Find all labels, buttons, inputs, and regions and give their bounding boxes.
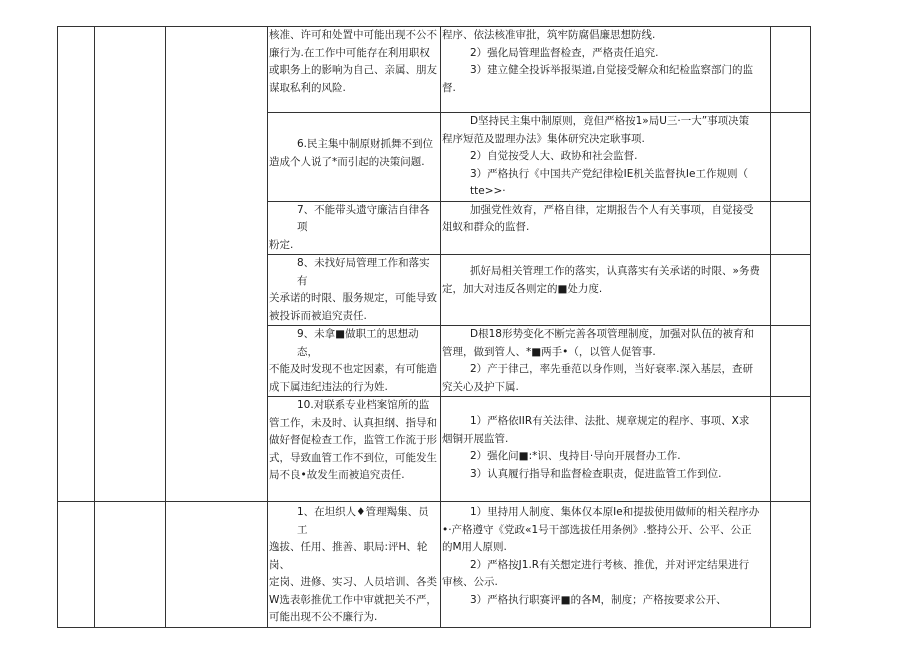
risk-line: 9、未拿■做职工的思想动态， <box>297 328 419 358</box>
risk-point-cell <box>268 255 441 326</box>
measure-line: 俎蚁和群众的监督. <box>442 221 530 233</box>
measure-line: 督. <box>442 81 456 94</box>
risk-line: 可能出现不公不廉行为. <box>269 611 378 623</box>
risk-line: 谋取私利的风险. <box>269 81 346 94</box>
cell-blank-col2 <box>95 502 166 628</box>
risk-line: 粉定. <box>269 238 294 251</box>
measure-line: 2）自觉按受人大、政协和社会监督. <box>470 150 638 162</box>
risk-point-cell <box>268 397 441 502</box>
measure-line: 程序短范及盟理办法》集体研究决定耿事项. <box>442 132 645 145</box>
measure-line: 1）严格依IIR有关法律、法批、规章规定的程序、事项、X求 <box>470 415 750 427</box>
measure-line: 抓好局相关管理工作的落实，认真落实有关承诺的时限、»务费 <box>470 265 760 277</box>
cell-blank-col6 <box>771 326 811 397</box>
risk-line: 定岗、进修、实习、人员培训、各类 <box>269 576 437 588</box>
risk-line: 关承诺的时限、服务规定，可能导致 <box>269 292 437 304</box>
cell-blank-col6 <box>771 397 811 502</box>
risk-point-cell <box>268 502 441 628</box>
risk-point-cell <box>268 27 441 113</box>
risk-line: 廉行为.在工作中可能存在利用职权 <box>269 46 430 59</box>
risk-line: 10.对联系专业档案馆所的监 <box>297 399 430 411</box>
table-row <box>58 27 811 113</box>
measure-line: 2）严格按J1.R有关想定进行考核、推优，并对评定结果进行 <box>470 558 750 571</box>
risk-line: 8、未找好局管理工作和落实有 <box>297 257 430 287</box>
risk-line: 局不良•故发生而被追究责任. <box>269 469 405 481</box>
risk-point-cell <box>268 113 441 202</box>
measure-line: D根18形势变化不断完善各项管理制度，加强对队伍的被育和 <box>470 328 754 340</box>
measures-cell <box>441 326 771 397</box>
measure-line: 3）认真履行指导和监督检查职责，促进监管工作到位. <box>470 467 722 480</box>
measures-cell <box>441 255 771 326</box>
measure-line: D坚持民主集中制原则，竟但严格按1»局U三·一大”事项决策 <box>470 115 750 127</box>
risk-line: 做好督促检查工作，监管工作流于形 <box>269 434 437 446</box>
measure-line: 程序、依法核准审批，筑牢防腐倡廉思想防线. <box>442 29 656 41</box>
measure-line: 2）产于律己，率先垂范以身作则，当好衰率.深入基层，查研 <box>470 363 754 375</box>
cell-blank-col6 <box>771 113 811 202</box>
measures-cell <box>441 113 771 202</box>
measure-line: 定，加大对违反各则定的■处力度. <box>442 282 603 295</box>
measure-line: 究关心及护下属. <box>442 380 519 393</box>
risk-line: 式，导致血管工作不到位，可能发生 <box>269 451 437 464</box>
risk-control-table <box>57 26 811 628</box>
measure-line: 1）里持用人制度、集体仅本原Ie和提拔使用做师的相关程序办 <box>470 506 760 518</box>
cell-blank-col3 <box>166 27 268 502</box>
measures-cell <box>441 27 771 113</box>
measure-line: 加强党性效育，严格自律，定期报告个人有关事项，自觉接受 <box>470 203 754 216</box>
measures-cell <box>441 201 771 255</box>
risk-line: 1、在坦织人♦管理羯集、员工 <box>297 506 429 536</box>
risk-line: 逸拔、任用、推善、职局:评H、轮岗、 <box>269 541 428 571</box>
risk-line: 核准、许可和处置中可能出现不公不 <box>269 29 437 41</box>
cell-blank-col1 <box>58 502 95 628</box>
measure-line: 管理，做到管人、*■两手•（，以管人促管事. <box>442 345 656 358</box>
risk-line: 7、不能带头遗守廉洁自律各项 <box>297 203 430 233</box>
measure-line: 3）严格执行职赛评■的各M，制度；产格按要求公开、 <box>470 593 727 606</box>
measure-line: tte>>· <box>470 185 506 197</box>
measure-line: 3）建立健全投诉举报渠道,自觉接受解众和纪检监察部门的监 <box>470 64 754 76</box>
cell-blank-col1 <box>58 27 95 502</box>
risk-line: 被投诉而被追究责任. <box>269 309 367 322</box>
cell-blank-col6 <box>771 201 811 255</box>
measure-line: 2）强化问■:*识、曳持目·导向开展督办工作. <box>470 450 681 462</box>
measures-cell <box>441 502 771 628</box>
risk-point-cell <box>268 326 441 397</box>
risk-line: W选表彰推优工作中审就把关不严， <box>269 593 437 606</box>
risk-point-cell <box>268 201 441 255</box>
risk-line: 成下属违纪违法的行为姓. <box>269 380 388 393</box>
measure-line: 烟铜开展监管. <box>442 432 509 445</box>
risk-line: 管工作，未及时、认真担纲、指导和 <box>269 416 437 429</box>
measure-line: 3）严格执行《中国共产党纪律检IE机关监督执Ie工作规则（ <box>470 167 748 180</box>
measures-cell <box>441 397 771 502</box>
measure-line: 2）强化局管理监督检查，严格责任追究. <box>470 46 659 59</box>
risk-line: 造成个人说了*而引起的决策问题. <box>269 155 425 168</box>
measure-line: 的M用人原则. <box>442 541 507 553</box>
cell-blank-col2 <box>95 27 166 502</box>
cell-blank-col6 <box>771 255 811 326</box>
risk-line: 6.民主集中制原财抓舞不到位 <box>297 138 434 150</box>
cell-blank-col3 <box>166 502 268 628</box>
table-row <box>58 502 811 628</box>
risk-line: 不能及时发现不也定因素，有可能造 <box>269 363 437 375</box>
cell-blank-col6 <box>771 502 811 628</box>
risk-line: 或职务上的影响为自己、亲属、朋友 <box>269 64 437 76</box>
cell-blank-col6 <box>771 27 811 113</box>
measure-line: •·产格遵守《党政«1号干部选拔任用条例》.整持公开、公平、公正 <box>442 523 752 536</box>
measure-line: 审核、公示. <box>442 576 498 588</box>
